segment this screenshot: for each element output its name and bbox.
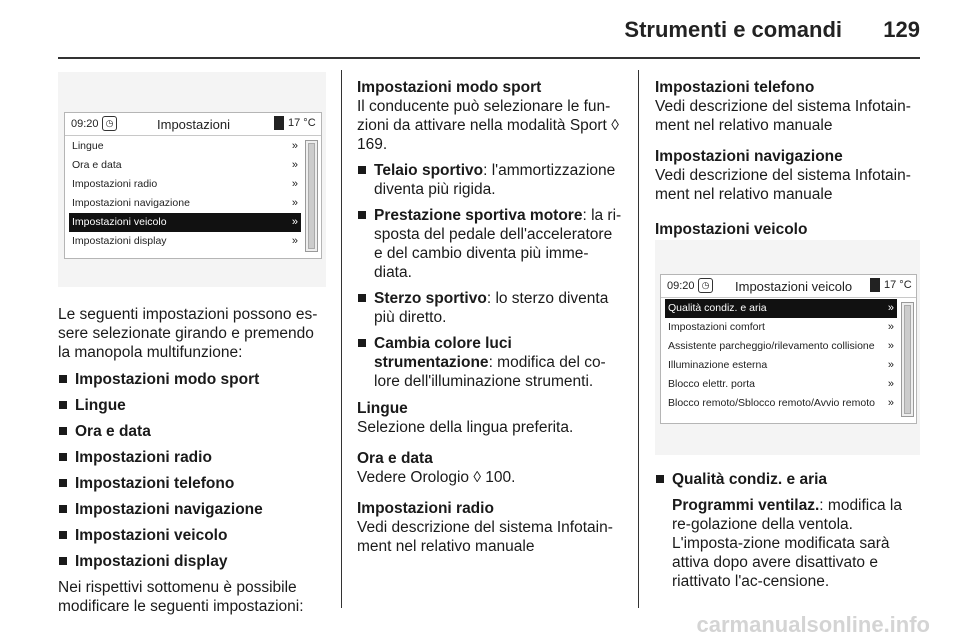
sport-bullet-list <box>357 161 625 391</box>
menu-item[interactable] <box>69 194 301 213</box>
list-item <box>58 474 330 493</box>
veicolo-heading: Impostazioni veicolo <box>655 221 808 238</box>
screen-header <box>65 113 321 136</box>
list-item <box>58 396 330 415</box>
menu-item[interactable] <box>665 337 897 356</box>
menu-item[interactable] <box>665 318 897 337</box>
programmi-description: : modifica la re-golazione della ventola. L'imposta-zione modificata sarà attiva dopo avere disattivato e riattivato l'ac-censione. <box>672 497 902 590</box>
chevron-right-icon: » <box>291 140 298 152</box>
bullet-icon <box>59 453 67 461</box>
scrollbar-thumb[interactable] <box>308 143 315 249</box>
thermometer-icon <box>870 278 880 292</box>
bullet-icon <box>59 401 67 409</box>
menu-item-label: Ora e data <box>72 159 122 171</box>
settings-bullet-list <box>58 370 330 571</box>
intro-paragraph: Le seguenti impostazioni possono es-sere selezionate girando e premendo la manopola multifunzione: <box>58 306 318 361</box>
chevron-right-icon: » <box>887 321 894 333</box>
menu-item-label: Lingue <box>72 140 104 152</box>
bullet-label: Impostazioni telefono <box>75 475 235 492</box>
ora-text: Vedere Orologio ◊ 100. <box>357 469 516 486</box>
menu-item-label: Blocco elettr. porta <box>668 378 755 390</box>
bullet-label: Impostazioni display <box>75 553 228 570</box>
list-item <box>58 448 330 467</box>
chevron-right-icon: » <box>887 378 894 390</box>
screen-temperature: 17 °C <box>288 117 316 129</box>
bullet-icon <box>656 475 664 483</box>
menu-item-label: Impostazioni navigazione <box>72 197 190 209</box>
menu-item[interactable] <box>69 213 301 232</box>
navigazione-text: Vedi descrizione del sistema Infotain-ment nel relativo manuale <box>655 167 911 203</box>
chevron-right-icon: » <box>887 397 894 409</box>
screen-header <box>661 275 916 298</box>
settings-screen-figure <box>58 72 326 287</box>
column-2 <box>357 78 625 568</box>
bullet-icon <box>358 294 366 302</box>
vehicle-settings-screen <box>660 274 917 424</box>
screen-time: 09:20 <box>71 118 99 130</box>
bullet-icon <box>358 211 366 219</box>
menu-item-label: Blocco remoto/Sblocco remoto/Avvio remoto <box>668 397 875 409</box>
bullet-label: Impostazioni modo sport <box>75 371 260 388</box>
list-item <box>58 552 330 571</box>
list-item <box>357 289 625 327</box>
menu-item-label: Qualità condiz. e aria <box>668 302 767 314</box>
list-item <box>58 370 330 389</box>
radio-text: Vedi descrizione del sistema Infotain-ment nel relativo manuale <box>357 519 613 555</box>
bullet-label: Impostazioni navigazione <box>75 501 263 518</box>
lingue-heading: Lingue <box>357 400 408 417</box>
chevron-right-icon: » <box>887 302 894 314</box>
column-3-lower <box>655 470 923 591</box>
programmi-label: Programmi ventilaz. <box>672 497 820 514</box>
vehicle-settings-figure <box>655 240 920 455</box>
menu-item[interactable] <box>69 156 301 175</box>
screen-time: 09:20 <box>667 280 695 292</box>
screen-title: Impostazioni <box>157 117 230 132</box>
header-divider <box>58 57 920 59</box>
bullet-icon <box>59 557 67 565</box>
bullet-label: Lingue <box>75 397 126 414</box>
list-item <box>357 206 625 282</box>
watermark: carmanualsonline.info <box>696 612 930 637</box>
screen-title: Impostazioni veicolo <box>735 279 853 294</box>
bullet-description: : modifica del co-lore dell'illuminazione strumenti. <box>374 354 606 390</box>
column-divider <box>341 70 342 608</box>
list-item <box>357 334 625 391</box>
sport-heading: Impostazioni modo sport <box>357 79 542 96</box>
scrollbar-thumb[interactable] <box>904 305 911 414</box>
menu-item-label: Impostazioni display <box>72 235 167 247</box>
settings-screen <box>64 112 322 259</box>
bullet-icon <box>59 505 67 513</box>
menu-item-label: Illuminazione esterna <box>668 359 768 371</box>
menu-scrollbar[interactable] <box>305 140 318 252</box>
lingue-text: Selezione della lingua preferita. <box>357 419 574 436</box>
list-item <box>58 422 330 441</box>
chevron-right-icon: » <box>291 235 298 247</box>
outro-paragraph: Nei rispettivi sottomenu è possibile modificare le seguenti impostazioni: <box>58 579 304 615</box>
bullet-term: Sterzo sportivo <box>374 290 487 307</box>
thermometer-icon <box>274 116 284 130</box>
menu-item[interactable] <box>69 175 301 194</box>
bullet-term: Telaio sportivo <box>374 162 484 179</box>
chevron-right-icon: » <box>291 197 298 209</box>
menu-item[interactable] <box>665 394 897 413</box>
bullet-description: : l'ammortizzazione diventa più rigida. <box>374 162 616 198</box>
clock-icon: ◷ <box>698 278 713 293</box>
list-item <box>58 526 330 545</box>
clock-icon: ◷ <box>102 116 117 131</box>
chevron-right-icon: » <box>291 178 298 190</box>
telefono-heading: Impostazioni telefono <box>655 79 815 96</box>
telefono-text: Vedi descrizione del sistema Infotain-ment nel relativo manuale <box>655 98 911 134</box>
settings-menu-list <box>69 137 301 251</box>
sport-description: Il conducente può selezionare le fun-zioni da attivare nella modalità Sport <box>357 98 611 134</box>
page-number: 129 <box>883 17 920 42</box>
bullet-icon <box>59 479 67 487</box>
list-item <box>58 500 330 519</box>
bullet-label: Impostazioni radio <box>75 449 212 466</box>
column-divider <box>638 70 639 608</box>
menu-item[interactable] <box>665 356 897 375</box>
bullet-heading: Qualità condiz. e aria <box>672 471 828 488</box>
menu-item[interactable] <box>665 299 897 318</box>
bullet-label: Ora e data <box>75 423 151 440</box>
bullet-description: : la ri-sposta del pedale dell'acceleratore e del cambio diventa più imme-diata. <box>374 207 622 281</box>
bullet-icon <box>358 166 366 174</box>
bullet-label: Impostazioni veicolo <box>75 527 228 544</box>
list-item <box>357 161 625 199</box>
navigazione-heading: Impostazioni navigazione <box>655 148 843 165</box>
bullet-icon <box>59 427 67 435</box>
bullet-term: Prestazione sportiva motore <box>374 207 583 224</box>
page-ref: ◊ 169. <box>357 117 619 153</box>
menu-item-label: Impostazioni comfort <box>668 321 765 333</box>
screen-temperature: 17 °C <box>884 279 912 291</box>
chevron-right-icon: » <box>887 340 894 352</box>
bullet-icon <box>59 375 67 383</box>
menu-item-label: Assistente parcheggio/rilevamento collisione <box>668 340 875 352</box>
column-1 <box>58 305 330 616</box>
bullet-icon <box>59 531 67 539</box>
chevron-right-icon: » <box>291 159 298 171</box>
menu-item[interactable] <box>69 137 301 156</box>
column-3 <box>655 78 923 239</box>
sport-text <box>357 97 625 154</box>
bullet-icon <box>358 339 366 347</box>
page-header-title: Strumenti e comandi <box>624 17 842 42</box>
menu-item-label: Impostazioni radio <box>72 178 158 190</box>
bullet-description: : lo sterzo diventa più diretto. <box>374 290 609 326</box>
list-item <box>655 470 923 489</box>
radio-heading: Impostazioni radio <box>357 500 494 517</box>
bullet-term: Cambia colore luci strumentazione <box>374 335 512 371</box>
chevron-right-icon: » <box>291 216 298 228</box>
menu-scrollbar[interactable] <box>901 302 914 417</box>
programmi-text <box>655 496 923 591</box>
menu-item[interactable] <box>69 232 301 251</box>
menu-item[interactable] <box>665 375 897 394</box>
menu-item-label: Impostazioni veicolo <box>72 216 167 228</box>
chevron-right-icon: » <box>887 359 894 371</box>
vehicle-menu-list <box>665 299 897 413</box>
ora-heading: Ora e data <box>357 450 433 467</box>
